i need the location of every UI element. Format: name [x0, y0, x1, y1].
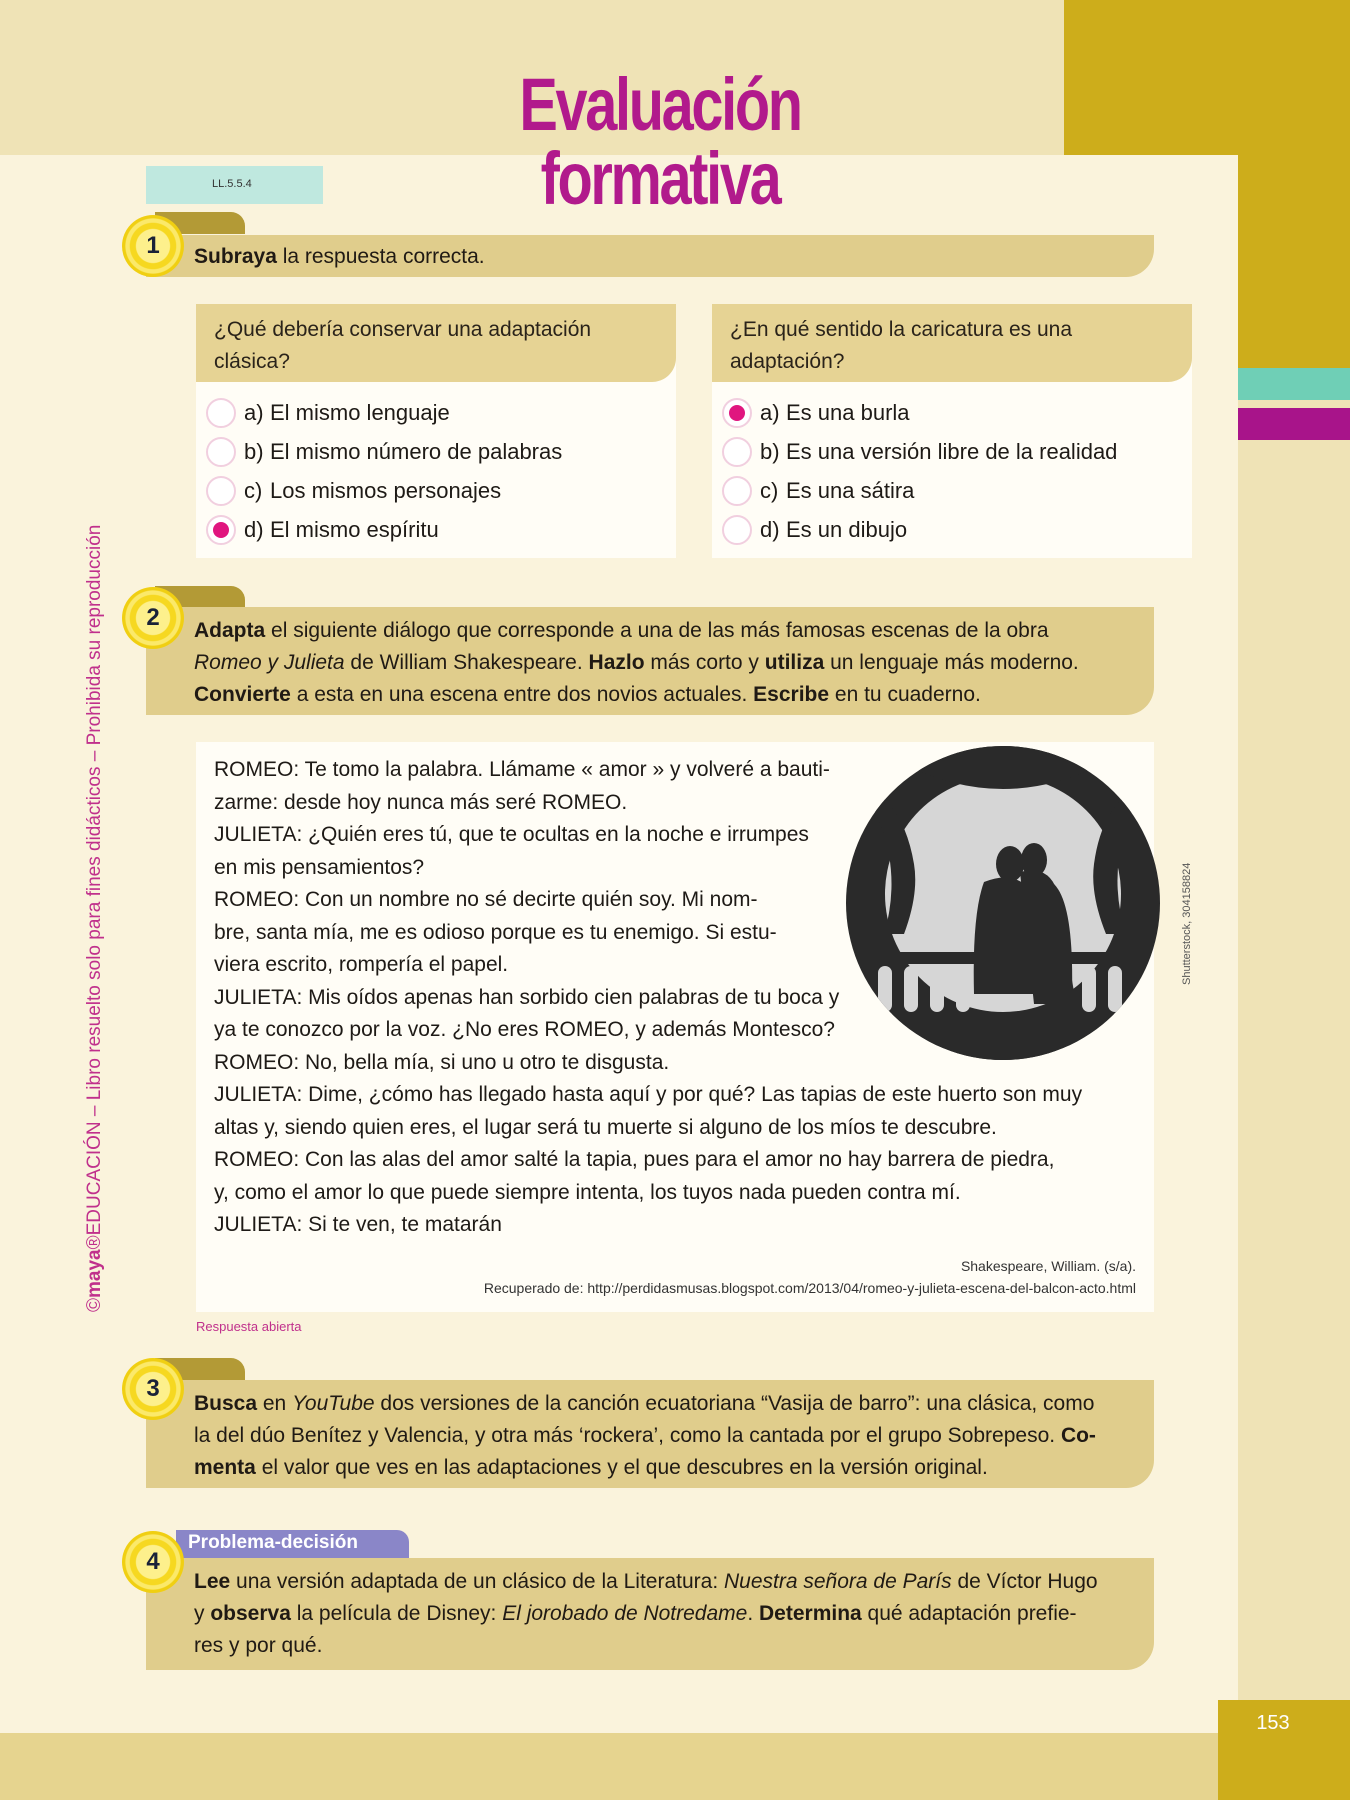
instruction-text: la respuesta correcta.: [276, 245, 485, 268]
instruction-text: .: [747, 1602, 760, 1625]
speaker-name: ROMEO: [214, 1148, 294, 1171]
skill-code: LL.5.5.4: [212, 178, 252, 190]
radio-button[interactable]: [206, 476, 236, 506]
problem-decision-tab: Problema-decisión: [176, 1530, 409, 1558]
instruction-text: más corto y: [644, 651, 765, 674]
question-2-option-b[interactable]: [722, 437, 1117, 467]
activity3-instruction-band: [146, 1380, 1154, 1488]
dialogue-text-line: viera escrito, rompería el papel.: [214, 953, 509, 976]
activity2-instruction-band: [146, 607, 1154, 715]
speaker-name: JULIETA: [214, 985, 297, 1009]
source-url: Recuperado de: http://perdidasmusas.blogspot.com/2013/04/romeo-y-julieta-escena-del-balcon-acto.html: [483, 1280, 1136, 1296]
instruction-verb: Convierte: [194, 683, 291, 706]
balcony-silhouette-image: [844, 744, 1162, 1062]
dialogue-line: [214, 819, 809, 852]
instruction-verb: utiliza: [764, 651, 825, 674]
instruction-verb: menta: [194, 1456, 256, 1479]
book-title: Nuestra señora de París: [724, 1570, 952, 1593]
instruction-text: el valor que ves en las adaptaciones y el que descubres en la versión original.: [255, 1456, 988, 1479]
source-author: Shakespeare, William. (s/a).: [960, 1258, 1136, 1274]
bottom-band: [0, 1733, 1350, 1800]
question-1-prompt: ¿Qué debería conservar una adaptación clásica?: [196, 304, 676, 382]
question-2-option-c[interactable]: [722, 476, 914, 506]
option-text: Es una versión libre de la realidad: [786, 439, 1118, 464]
dialogue-text-line: : Te tomo la palabra. Llámame « amor » y volveré a bauti-: [293, 758, 830, 781]
instruction-text: a esta en una escena entre dos novios actuales.: [290, 683, 754, 706]
speaker-name: ROMEO: [214, 758, 294, 781]
option-letter: b): [760, 439, 780, 464]
question-card-1: [196, 304, 676, 558]
instruction-text: un lenguaje más moderno.: [824, 651, 1079, 674]
instruction-verb: Hazlo: [588, 651, 645, 674]
dialogue-line: [214, 1014, 835, 1047]
activity3-number-badge: 3: [122, 1358, 184, 1420]
brand-name: maya: [84, 1249, 105, 1298]
instruction-verb: observa: [210, 1602, 291, 1625]
activity1-number-badge: 1: [122, 215, 184, 277]
dialogue-line: [214, 884, 758, 917]
dialogue-text-line: zarme: desde hoy nunca más seré ROMEO.: [214, 790, 628, 814]
instruction-verb: Subraya: [194, 245, 277, 268]
question-1-option-d[interactable]: [206, 515, 439, 545]
page-number: 153: [1256, 1712, 1290, 1734]
radio-button[interactable]: [206, 437, 236, 467]
dialogue-line: [214, 787, 627, 820]
speaker-name: ROMEO: [214, 888, 294, 911]
speaker-name: JULIETA: [214, 823, 297, 846]
question-1-option-c[interactable]: [206, 476, 501, 506]
platform-name: YouTube: [292, 1392, 375, 1415]
instruction-verb: Escribe: [753, 683, 830, 706]
dialogue-line: [214, 1144, 1054, 1177]
dialogue-text-line: bre, santa mía, me es odioso porque es tu enemigo. Si estu-: [214, 920, 777, 944]
copyright-side-note: [84, 472, 106, 1312]
option-text: El mismo número de palabras: [270, 439, 563, 464]
question-2-prompt: ¿En qué sentido la caricatura es una adaptación?: [712, 304, 1192, 382]
instruction-text: qué adaptación prefie-: [861, 1602, 1077, 1625]
speaker-name: ROMEO: [214, 1050, 294, 1074]
instruction-text: en: [257, 1392, 293, 1415]
instruction-text: de Víctor Hugo: [951, 1570, 1098, 1593]
radio-button[interactable]: [722, 515, 752, 545]
instruction-verb: Co-: [1060, 1424, 1096, 1447]
question-1-option-a[interactable]: [206, 398, 450, 428]
radio-button[interactable]: [206, 515, 236, 545]
radio-button[interactable]: [206, 398, 236, 428]
dialogue-text-line: : Con las alas del amor salté la tapia, pues para el amor no hay barrera de piedra,: [293, 1148, 1055, 1171]
film-title: El jorobado de Notredame: [502, 1602, 748, 1625]
option-letter: a): [244, 400, 264, 425]
copyright-symbol: ©: [84, 1298, 105, 1312]
instruction-text: de William Shakespeare.: [344, 651, 589, 674]
option-text: Es una sátira: [786, 478, 915, 503]
dialogue-line: [214, 982, 839, 1015]
option-letter: c): [244, 478, 263, 503]
dialogue-line: [214, 1112, 997, 1145]
activity4-instruction-band: [146, 1558, 1154, 1670]
teal-side-tab: [1238, 368, 1350, 400]
speaker-name: JULIETA: [214, 1083, 297, 1106]
dialogue-line: [214, 1079, 1082, 1112]
page-title: Evaluación formativa: [519, 63, 801, 220]
activity1-instruction: [146, 235, 1154, 273]
dialogue-line: [214, 1209, 502, 1242]
instruction-text: el siguiente diálogo que corresponde a una de las más famosas escenas de la obra: [265, 619, 1049, 642]
right-margin-strip: [1238, 370, 1350, 1800]
question-2-option-a[interactable]: [722, 398, 910, 428]
dialogue-text-line: ya te conozco por la voz. ¿No eres ROMEO, y además Montesco?: [214, 1018, 835, 1041]
dialogue-text-line: en mis pensamientos?: [214, 855, 425, 879]
instruction-verb: Adapta: [194, 619, 266, 642]
option-letter: d): [244, 517, 264, 542]
activity2-number-badge: 2: [122, 587, 184, 649]
dialogue-card: [196, 742, 1154, 1312]
activity3-instruction: [146, 1380, 1154, 1484]
copyright-text: ®EDUCACIÓN – Libro resuelto solo para fines didácticos – Prohibida su reproducción: [84, 524, 105, 1250]
dialogue-line: [214, 917, 777, 950]
radio-button[interactable]: [722, 437, 752, 467]
dialogue-text-line: : ¿Quién eres tú, que te ocultas en la noche e irrumpes: [296, 823, 809, 846]
instruction-verb: Busca: [194, 1392, 258, 1415]
radio-button[interactable]: [722, 398, 752, 428]
activity1-instruction-band: [146, 235, 1154, 277]
dialogue-line: [214, 1047, 669, 1080]
dialogue-text-line: : Mis oídos apenas han sorbido cien palabras de tu boca y: [296, 985, 840, 1009]
option-text: Es una burla: [786, 400, 910, 425]
instruction-verb: Lee: [194, 1570, 231, 1593]
option-text: El mismo espíritu: [270, 517, 439, 542]
option-letter: a): [760, 400, 780, 425]
instruction-text: una versión adaptada de un clásico de la Literatura:: [230, 1570, 725, 1593]
instruction-text: en tu cuaderno.: [829, 683, 981, 706]
instruction-verb: Determina: [759, 1602, 862, 1625]
activity4-instruction: [146, 1558, 1154, 1662]
work-title: Romeo y Julieta: [194, 651, 345, 674]
option-text: Los mismos personajes: [270, 478, 502, 503]
dialogue-line: [214, 754, 830, 787]
option-text: Es un dibujo: [786, 517, 908, 542]
dialogue-line: [214, 1177, 961, 1210]
dialogue-line: [214, 852, 424, 885]
option-letter: c): [760, 478, 779, 503]
image-credit: Shutterstock, 304158824: [1181, 862, 1193, 985]
question-card-2: [712, 304, 1192, 558]
dialogue-text-line: : Dime, ¿cómo has llegado hasta aquí y por qué? Las tapias de este huerto son muy: [296, 1083, 1083, 1106]
question-1-option-b[interactable]: [206, 437, 562, 467]
answer-note: Respuesta abierta: [196, 1319, 302, 1334]
instruction-text: la película de Disney:: [290, 1602, 503, 1625]
instruction-text: y: [194, 1602, 211, 1625]
activity4-number-badge: 4: [122, 1531, 184, 1593]
option-text: El mismo lenguaje: [270, 400, 450, 425]
magenta-side-tab: [1238, 408, 1350, 440]
dialogue-text-line: : Si te ven, te matarán: [296, 1213, 502, 1236]
dialogue-text-line: : Con un nombre no sé decirte quién soy. Mi nom-: [293, 888, 758, 911]
dialogue-line: [214, 949, 508, 982]
speaker-name: JULIETA: [214, 1213, 297, 1236]
dialogue-text-line: : No, bella mía, si uno u otro te disgusta.: [293, 1050, 670, 1074]
instruction-text: dos versiones de la canción ecuatoriana “Vasija de barro”: una clásica, como: [374, 1392, 1095, 1415]
radio-button[interactable]: [722, 476, 752, 506]
dialogue-text-line: y, como el amor lo que puede siempre intenta, los tuyos nada pueden contra mí.: [214, 1180, 961, 1204]
activity2-instruction: [146, 607, 1154, 711]
option-letter: b): [244, 439, 264, 464]
dialogue-text-line: altas y, siendo quien eres, el lugar será tu muerte si alguno de los míos te descubre.: [214, 1115, 997, 1139]
skill-code-tag: [146, 166, 323, 204]
instruction-text: res y por qué.: [194, 1634, 323, 1657]
question-2-option-d[interactable]: [722, 515, 907, 545]
option-letter: d): [760, 517, 780, 542]
instruction-text: la del dúo Benítez y Valencia, y otra más ‘rockera’, como la cantada por el grupo Sobrepeso.: [194, 1424, 1061, 1447]
